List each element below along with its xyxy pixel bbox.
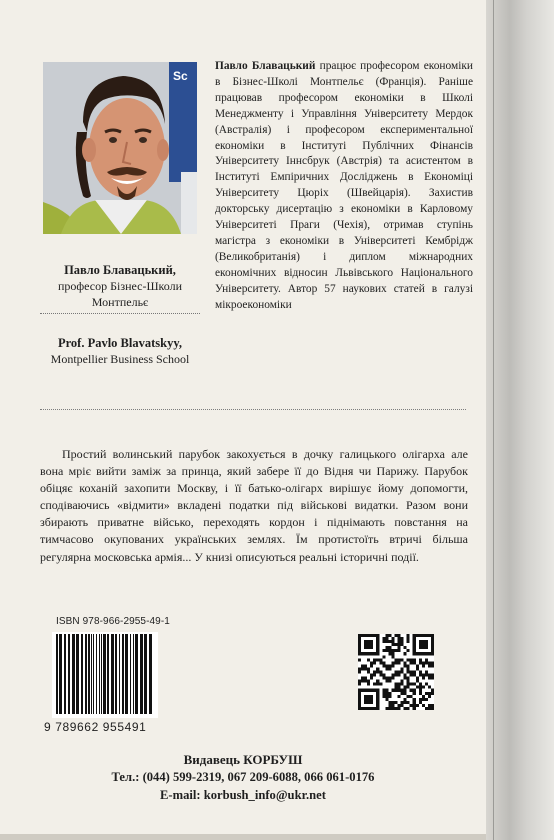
publisher-name: Видавець КОРБУШ [183, 752, 303, 767]
qr-code [358, 634, 434, 710]
author-role-english: Montpellier Business School [50, 352, 190, 366]
photo-banner-text: Sc [173, 69, 188, 83]
publisher-email: E-mail: korbush_info@ukr.net [160, 788, 326, 802]
bio-text: працює професором економіки в Бізнес-Школі Монтпельє (Франція). Раніше працював професором економіки в Школі Менеджменту і Управління Університету Мердок (Австралія) і професором експериментальної економіки в Інституті Публічних Фінансів Університету Іннсбрук (Австрія) та асистентом в Інституті Емпіричних Досліджень в Економіці Університету Цюріх (Швейцарія). Захистив докторську дисертацію з економіки в Карловому Університеті Праги (Чехія), отримав ступінь магістра з економіки в Університеті Кембрідж (Великобританія) і диплом міжнародних економічних відносин Львівського Національного Університету. Автор 57 наукових статей в галузі мікроекономіки [215, 60, 473, 311]
author-name-english: Prof. Pavlo Blavatskyy, [57, 336, 183, 350]
author-photo [43, 62, 197, 234]
caption-divider [40, 313, 200, 314]
author-caption-english [30, 335, 210, 367]
isbn-label: ISBN 978-966-2955-49-1 [56, 616, 170, 627]
author-name-ukrainian: Павло Блавацький, [64, 263, 176, 277]
spine-fold-line [493, 0, 494, 840]
bio-author-name: Павло Блавацький [215, 60, 316, 72]
isbn-digits: 9 789662 955491 [44, 720, 147, 734]
author-role-ukrainian: професор Бізнес-Школи Монтпельє [57, 279, 183, 309]
author-caption-ukrainian [30, 262, 210, 310]
author-bio [215, 59, 473, 314]
section-divider [40, 409, 466, 410]
publisher-phones: Тел.: (044) 599-2319, 067 209-6088, 066 061-0176 [111, 770, 375, 784]
book-blurb: Простий волинський парубок закохується в дочку галицького олігарха але вона мріє вийти заміж за принца, який забере її до Відня чи Парижу. Парубок обіцяє коханій захопити Москву, і її батько-олігарх вирішує йому допомогти, сподіваючись «відмити» вкладені податки під військові видатки. Разом вони збирають приватне військо, переходять кордон і піднімають повстання на тимчасово окупованих українських землях. Їм протистоїть втричі більша регулярна московська армія... У книзі описуються реальні історичні події. [40, 447, 468, 564]
book-spine-edge [486, 0, 554, 840]
cover-bottom-edge [0, 834, 486, 840]
isbn-barcode [52, 632, 158, 718]
